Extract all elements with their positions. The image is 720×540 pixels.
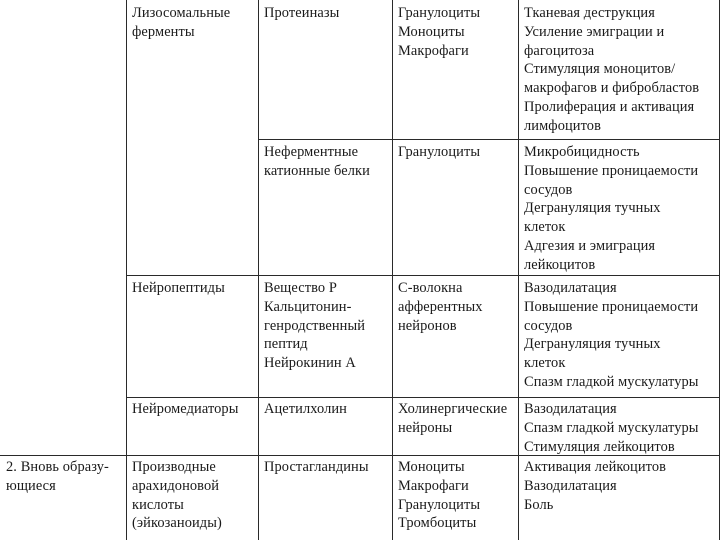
row4-col5: Вазодилатация Спазм гладкой мускулатуры Стимуляция лейкоцитов [524, 401, 699, 455]
row1-col4: Гранулоциты Моноциты Макрофаги [398, 5, 481, 59]
grid-line [518, 0, 519, 540]
grid-line [392, 0, 393, 540]
row3-col2: Нейропептиды [132, 280, 225, 296]
row2-col5: Микробицидность Повышение проницаемости сосудов Дегрануляция тучных клеток Адгезия и эмиграция лейкоцитов [524, 144, 699, 273]
row2-col4: Гранулоциты [398, 144, 481, 160]
row5-col2: Производные арахидоновой кислоты (эйкозаноиды) [132, 459, 222, 532]
row3-col3: Вещество Р Кальцитонин- генродственный пептид Нейрокинин А [264, 280, 366, 372]
row4-col4: Холинергические нейроны [398, 401, 508, 436]
grid-line [126, 0, 127, 540]
row4-col3: Ацетилхолин [264, 401, 347, 417]
row1-col3: Протеиназы [264, 5, 340, 21]
row2-col3: Неферментные катионные белки [264, 144, 370, 179]
row1-col5: Тканевая деструкция Усиление эмиграции и фагоцитоза Стимуляция моноцитов/ макрофагов и фибробластов Пролиферация и активация лимфоцитов [524, 5, 700, 134]
row4-col2: Нейромедиаторы [132, 401, 239, 417]
grid-line [258, 0, 259, 540]
row5-col1: 2. Вновь образу- ющиеся [6, 459, 109, 494]
grid-line [258, 139, 720, 140]
row5-col5: Активация лейкоцитов Вазодилатация Боль [524, 459, 667, 513]
row5-col4: Моноциты Макрофаги Гранулоциты Тромбоциты [398, 459, 481, 532]
grid-line [126, 397, 720, 398]
row3-col5: Вазодилатация Повышение проницаемости сосудов Дегрануляция тучных клеток Спазм гладкой мускулатуры [524, 280, 699, 390]
grid-line [126, 275, 720, 276]
row1-col2: Лизосомальные ферменты [132, 5, 231, 40]
row3-col4: С-волокна афферентных нейронов [398, 280, 483, 334]
row5-col3: Простагландины [264, 459, 369, 475]
